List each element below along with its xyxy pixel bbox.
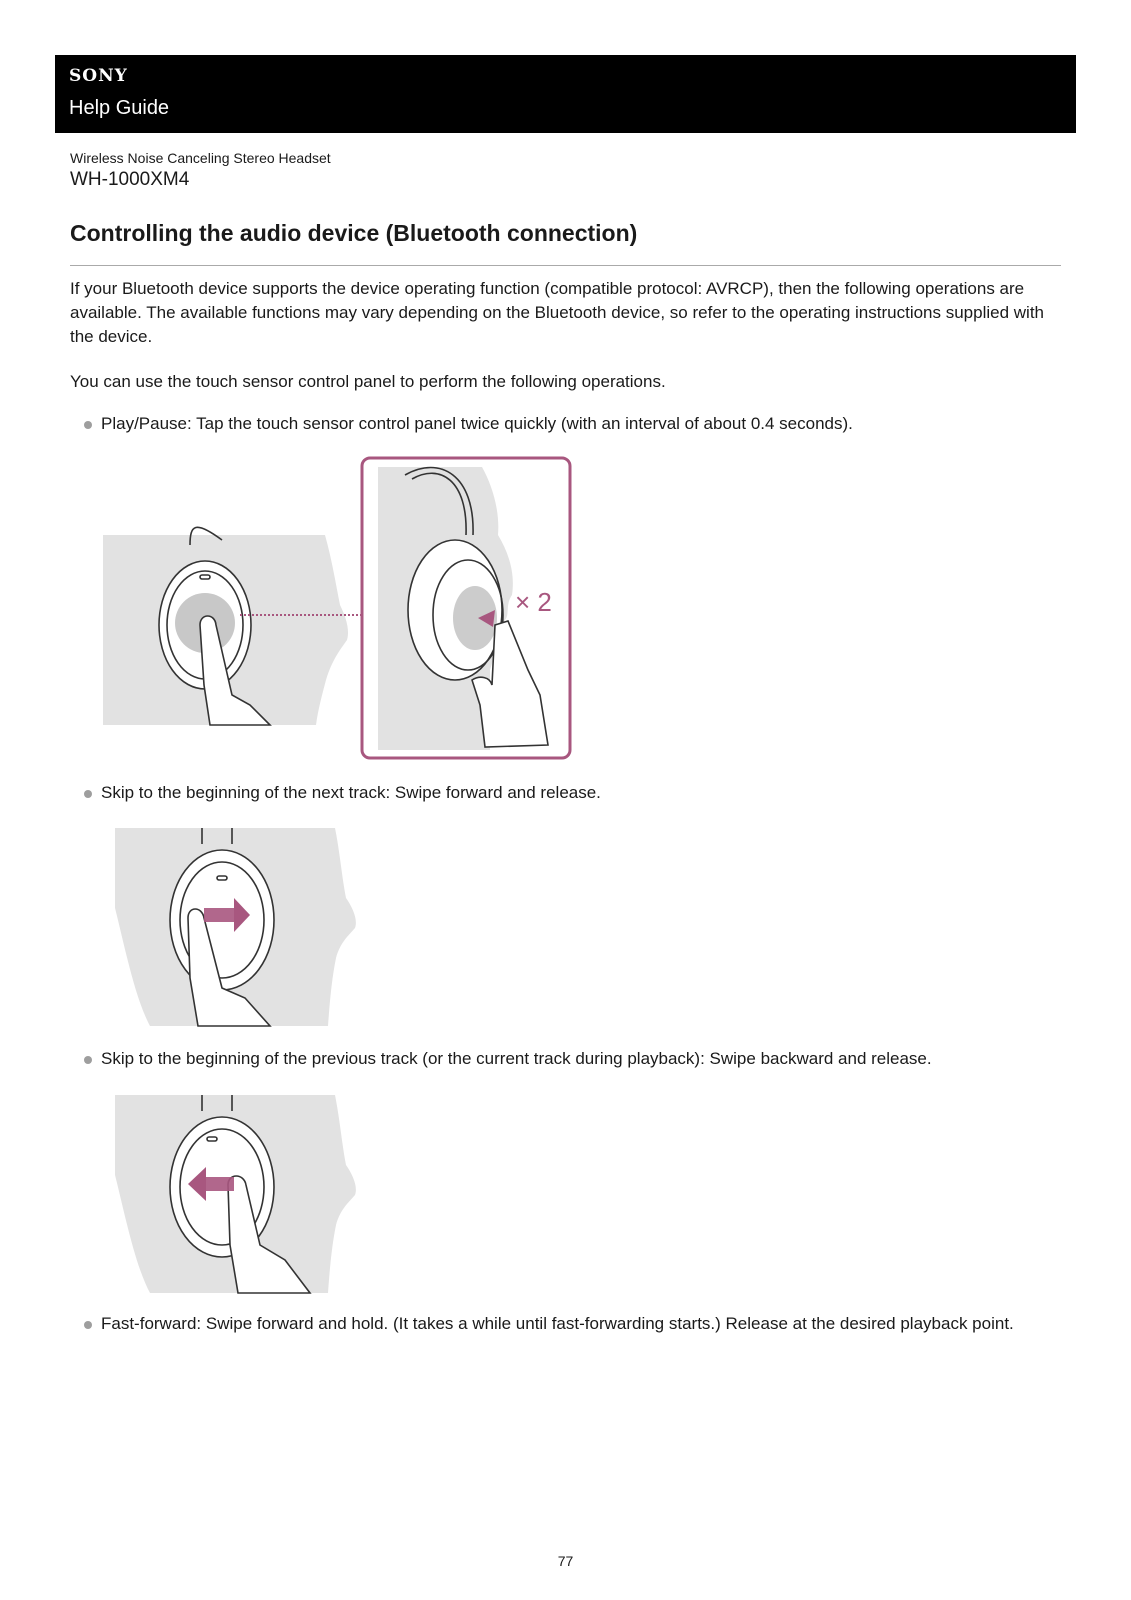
page-number: 77 [557, 1553, 574, 1569]
help-guide-header [55, 55, 1076, 133]
operation-play-pause [84, 412, 1051, 436]
operation-text: Skip to the beginning of the previous track (or the current track during playback): Swipe backward and release. [101, 1049, 932, 1068]
title-divider [70, 265, 1061, 266]
bullet-icon [84, 790, 92, 798]
tap-count-badge: × 2 [515, 587, 552, 617]
operation-fast-forward [84, 1312, 1051, 1336]
intro-paragraph: If your Bluetooth device supports the device operating function (compatible protocol: AVRCP), then the following operations are available. The available functions may vary depending on the Bluetooth device, so refer to the operating instructions supplied with the device. [70, 279, 1045, 346]
page-title: Controlling the audio device (Bluetooth connection) [70, 220, 638, 246]
product-model: WH-1000XM4 [70, 169, 190, 190]
play-pause-illustration [100, 455, 580, 765]
product-description: Wireless Noise Canceling Stereo Headset [70, 150, 331, 166]
next-track-illustration [110, 828, 370, 1028]
help-guide-title: Help Guide [69, 97, 170, 119]
operation-text: Play/Pause: Tap the touch sensor control panel twice quickly (with an interval of about 0.4 seconds). [101, 414, 853, 433]
sony-logo: SONY [69, 66, 128, 86]
bullet-icon [84, 1321, 92, 1329]
previous-track-illustration [110, 1095, 370, 1295]
zoom-panel [362, 458, 570, 758]
operation-previous-track [84, 1047, 1051, 1071]
lead-paragraph: You can use the touch sensor control panel to perform the following operations. [70, 372, 666, 391]
operation-next-track [84, 781, 1051, 805]
operation-text: Skip to the beginning of the next track: Swipe forward and release. [101, 783, 601, 802]
operation-text: Fast-forward: Swipe forward and hold. (It takes a while until fast-forwarding starts.) Release at the desired playback point. [101, 1314, 1014, 1333]
bullet-icon [84, 1056, 92, 1064]
bullet-icon [84, 421, 92, 429]
